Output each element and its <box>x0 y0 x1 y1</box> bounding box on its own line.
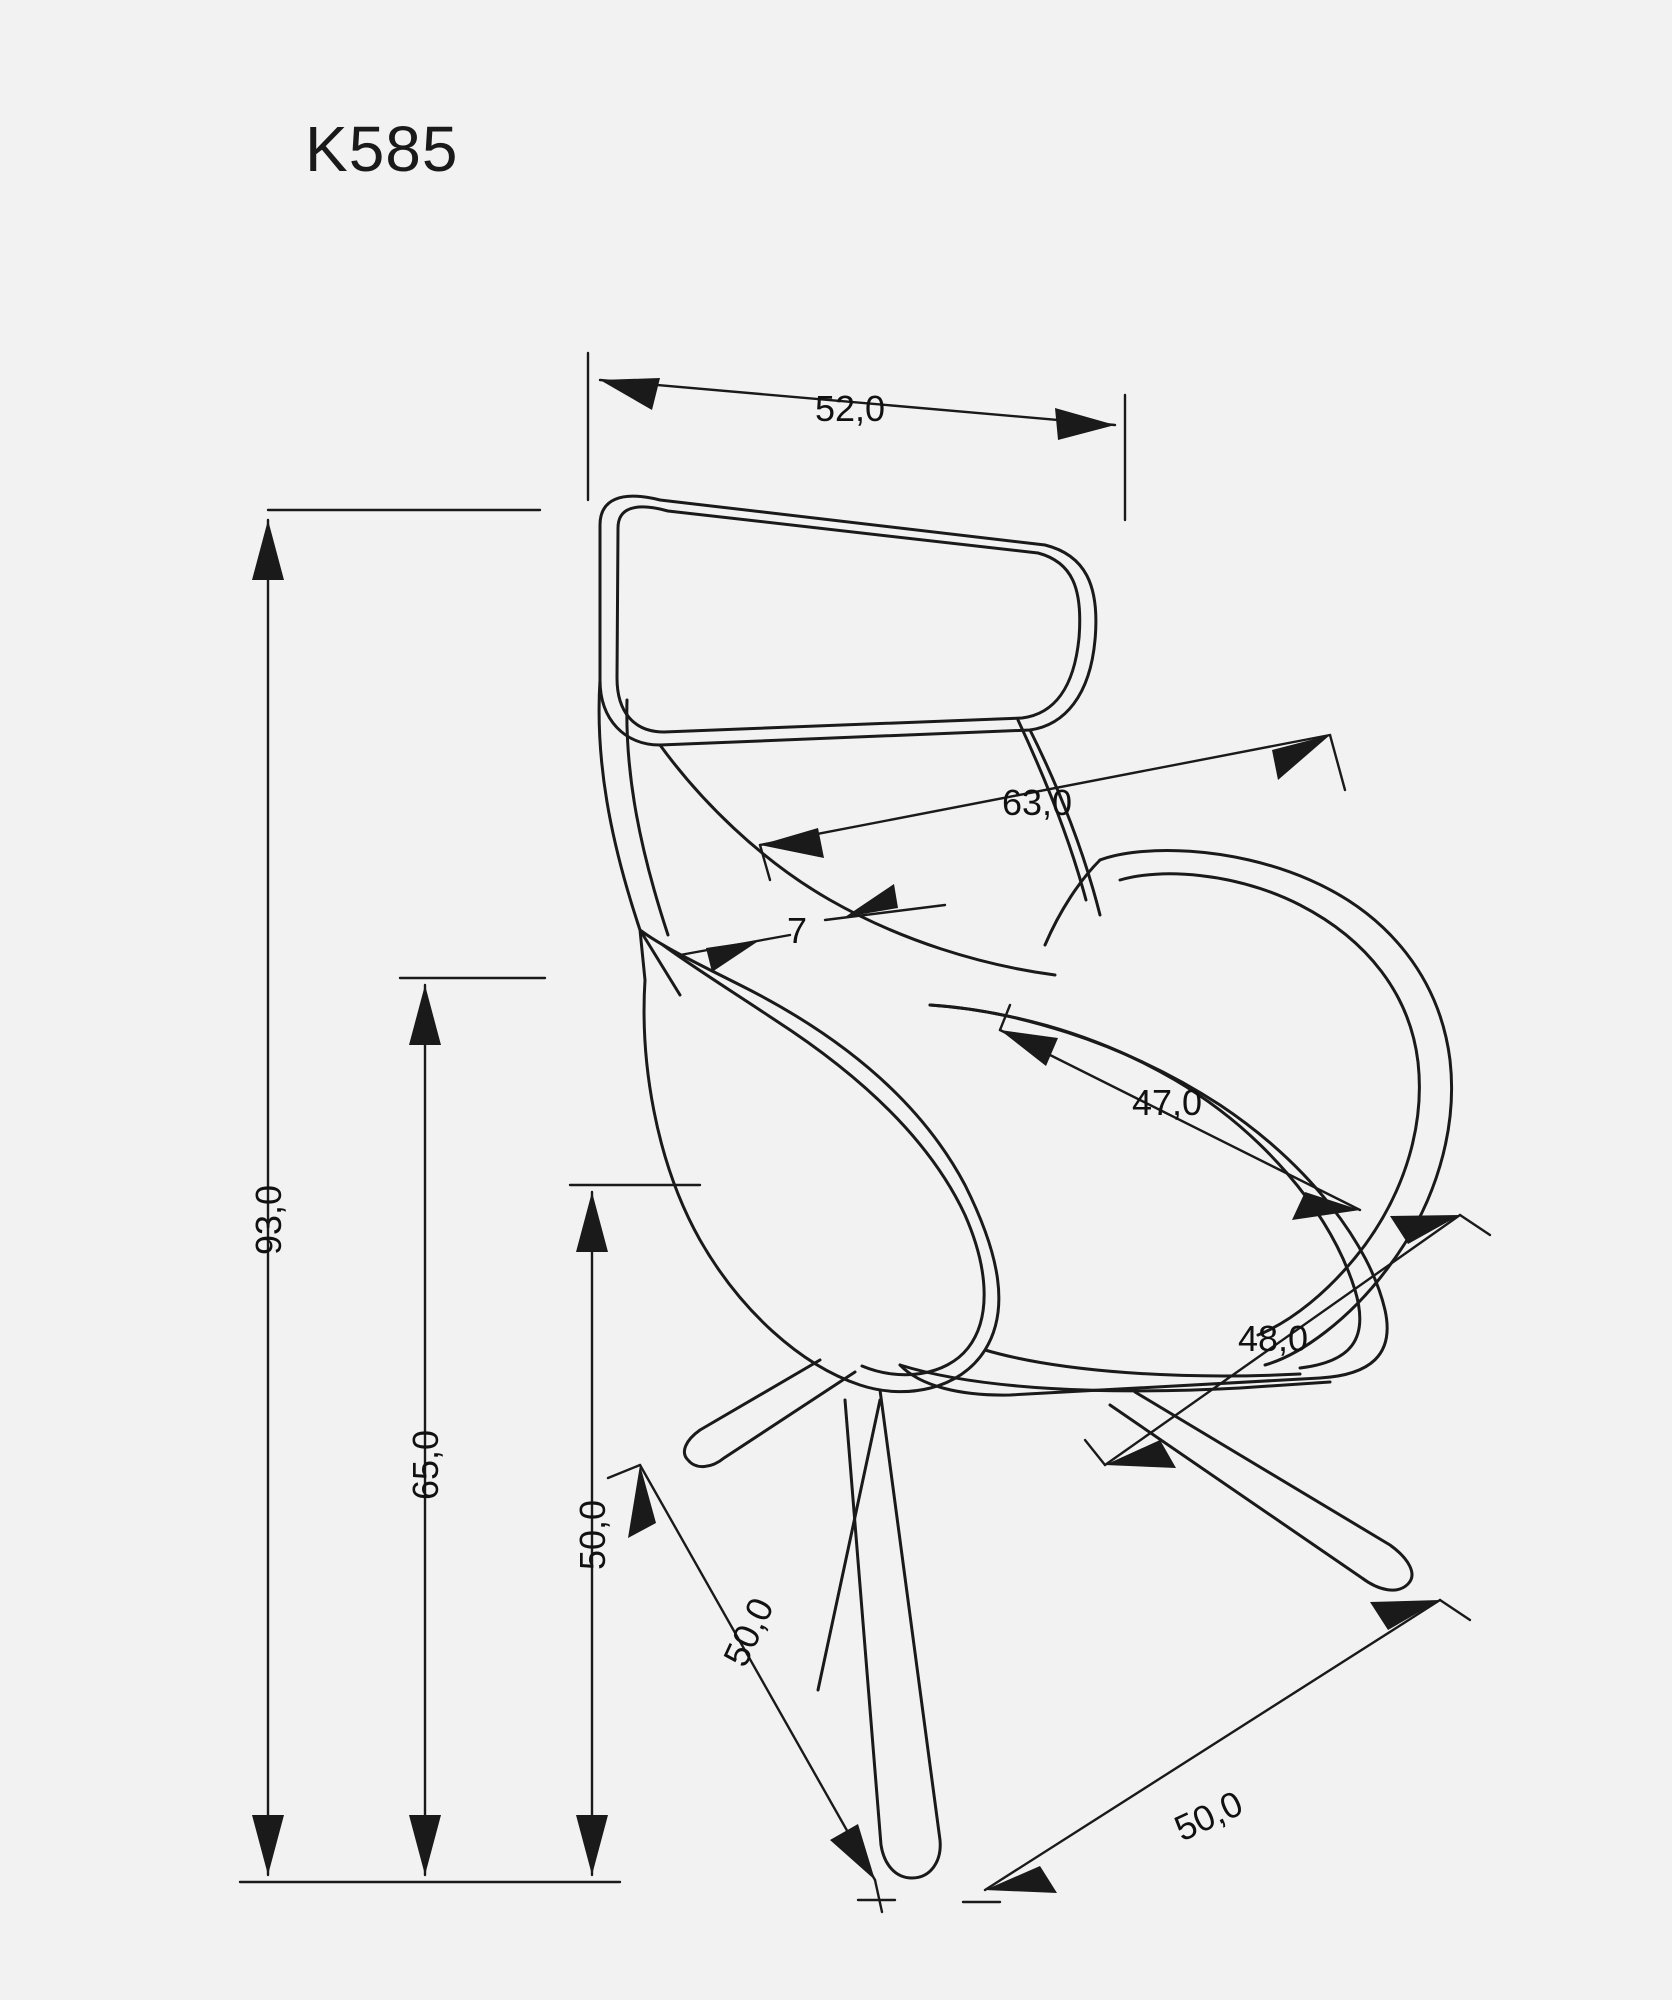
dimension-base-span-right <box>963 1600 1470 1902</box>
chair-right-armrest <box>1045 850 1452 1365</box>
dimension-label-depth-overall: 63,0 <box>1002 782 1073 823</box>
dimension-label-width-top: 52,0 <box>815 388 886 429</box>
dimension-label-base-span-right: 50,0 <box>1168 1782 1249 1850</box>
chair-back-support <box>599 680 1100 995</box>
chair-legs <box>684 1360 1412 1878</box>
dimension-label-seat-width: 47,0 <box>1132 1082 1203 1123</box>
dimension-label-back-height: 65,0 <box>405 1429 446 1500</box>
dimension-label-base-span-left: 50,0 <box>715 1591 782 1673</box>
dimension-label-seat-depth: 48,0 <box>1238 1318 1309 1359</box>
dimension-back-height <box>400 978 545 1875</box>
chair-left-armrest <box>640 930 999 1392</box>
dimension-label-total-height: 93,0 <box>248 1184 289 1255</box>
dimension-label-seat-height: 50,0 <box>572 1499 613 1570</box>
dimension-back-thickness <box>680 884 945 972</box>
dimension-width-top <box>588 353 1125 520</box>
page-title: K585 <box>305 113 459 185</box>
chair-backrest <box>600 496 1096 745</box>
dimension-label-back-thickness: 7 <box>787 910 808 951</box>
dimension-total-height <box>240 510 620 1882</box>
